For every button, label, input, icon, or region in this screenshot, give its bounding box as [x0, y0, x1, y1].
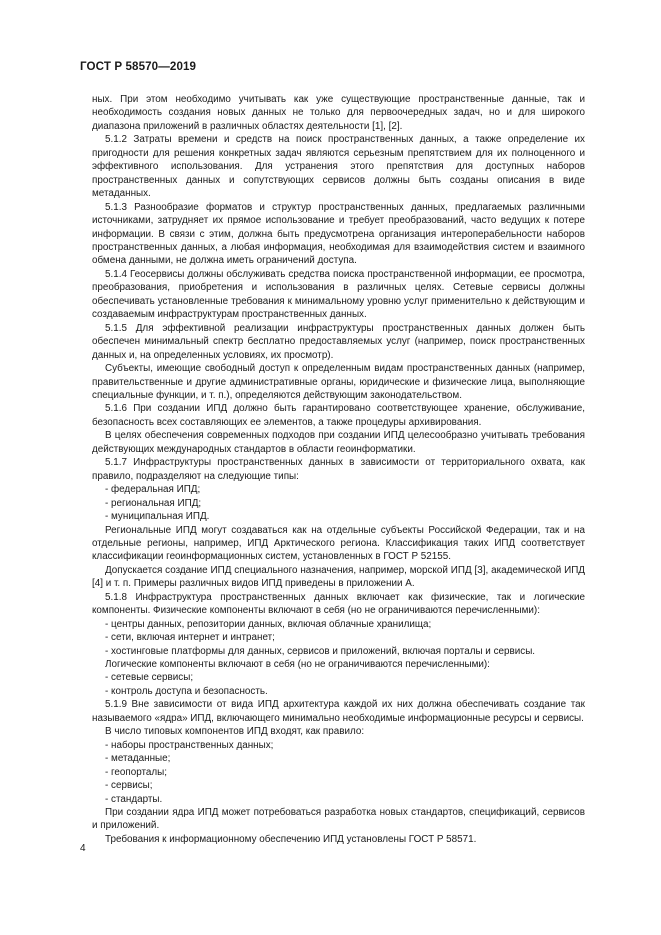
paragraph: Субъекты, имеющие свободный доступ к определенным видам пространственных данных (например, правительственные и другие административные органы, юридические и физические лица, выполняющие специальные функции, и т. п.), определяются действующим законодательством.: [92, 363, 585, 401]
list-item: - метаданные;: [105, 753, 171, 765]
list-item: - стандарты.: [105, 793, 163, 805]
paragraph: 5.1.6 При создании ИПД должно быть гарантировано соответствующее хранение, обслуживание, безопасность всех составляющих ее элементов, а также процедуры архивирования.: [92, 403, 585, 428]
page-number: 4: [80, 843, 86, 854]
document-body: [92, 93, 585, 846]
paragraph: 5.1.3 Разнообразие форматов и структур пространственных данных, предлагаемых различными источниками, затрудняет их прямое использование и требует преобразований, часто ведущих к потере информации. В связи с этим, должна быть предусмотрена организация интероперабельности наборов пространственных данных, а любая информация, необходимая для взаимодействия систем и взаимного обмена данными, не должна иметь ограничений доступа.: [92, 201, 585, 267]
list-item: - геопорталы;: [105, 766, 168, 778]
paragraph: В целях обеспечения современных подходов при создании ИПД целесообразно учитывать требования действующих международных стандартов в области геоинформатики.: [92, 430, 585, 455]
paragraph: 5.1.7 Инфраструктуры пространственных данных в зависимости от территориального охвата, как правило, подразделяют на следующие типы:: [92, 457, 585, 482]
list-item: - муниципальная ИПД.: [105, 511, 210, 523]
paragraph: Допускается создание ИПД специального назначения, например, морской ИПД [3], академической ИПД [4] и т. п. Примеры различных видов ИПД приведены в приложении А.: [92, 564, 585, 590]
list-item: - сервисы;: [105, 780, 153, 792]
list-item: - федеральная ИПД;: [105, 484, 201, 496]
list-item: - центры данных, репозитории данных, включая облачные хранилища;: [105, 618, 432, 630]
paragraph: При создании ядра ИПД может потребоваться разработка новых стандартов, спецификаций, сервисов и приложений.: [92, 807, 585, 832]
list-item: - сети, включая интернет и интранет;: [105, 632, 275, 644]
paragraph: 5.1.9 Вне зависимости от вида ИПД архитектура каждой их них должна обеспечивать создание так называемого «ядра» ИПД, включающего минимально необходимые информационные ресурсы и сервисы.: [92, 699, 585, 724]
standard-header: ГОСТ Р 58570—2019: [80, 60, 197, 73]
paragraph: 5.1.4 Геосервисы должны обслуживать средства поиска пространственной информации, ее просмотра, преобразования, приобретения и использования в различных целях. Сетевые сервисы должны обеспечивать установленные требования к минимальному уровню услуг применительно к действующим и создаваемым инфраструктурам пространственных данных.: [92, 268, 585, 321]
paragraph: В число типовых компонентов ИПД входят, как правило:: [105, 726, 365, 738]
list-item: - наборы пространственных данных;: [105, 739, 274, 751]
paragraph: Требования к информационному обеспечению ИПД установлены ГОСТ Р 58571.: [105, 833, 477, 845]
list-item: - контроль доступа и безопасность.: [105, 685, 268, 697]
list-item: - сетевые сервисы;: [105, 672, 194, 684]
list-item: - хостинговые платформы для данных, сервисов и приложений, включая порталы и сервисы.: [105, 645, 536, 657]
paragraph: Региональные ИПД могут создаваться как на отдельные субъекты Российской Федерации, так и на отдельные регионы, например, ИПД Арктического региона. Классификация таких ИПД соответствует классификации геоинформационных систем, установленных в ГОСТ Р 52155.: [92, 524, 585, 563]
paragraph: Логические компоненты включают в себя (но не ограничиваются перечисленными):: [105, 659, 490, 671]
paragraph: 5.1.2 Затраты времени и средств на поиск пространственных данных, а также определение их пригодности для решения конкретных задач являются серьезным препятствием для их полноценного и эффективного использования. Для устранения этого препятствия для доступных наборов пространственных данных и сопутствующих сервисов должны быть созданы описания в виде метаданных.: [92, 134, 585, 200]
list-item: - региональная ИПД;: [105, 497, 202, 509]
paragraph: 5.1.8 Инфраструктура пространственных данных включает как физические, так и логические компоненты. Физические компоненты включают в себя (но не ограничиваются перечисленными):: [92, 591, 585, 617]
paragraph: ных. При этом необходимо учитывать как уже существующие пространственные данные, так и необходимость создания новых данных не только для первоочередных задач, но и для широкого диапазона приложений в различных областях деятельности [1], [2].: [92, 94, 585, 132]
paragraph: 5.1.5 Для эффективной реализации инфраструктуры пространственных данных должен быть обеспечен минимальный спектр бесплатно предоставляемых услуг (например, поиск пространственных данных и, на определенных условиях, их просмотр).: [92, 322, 585, 361]
